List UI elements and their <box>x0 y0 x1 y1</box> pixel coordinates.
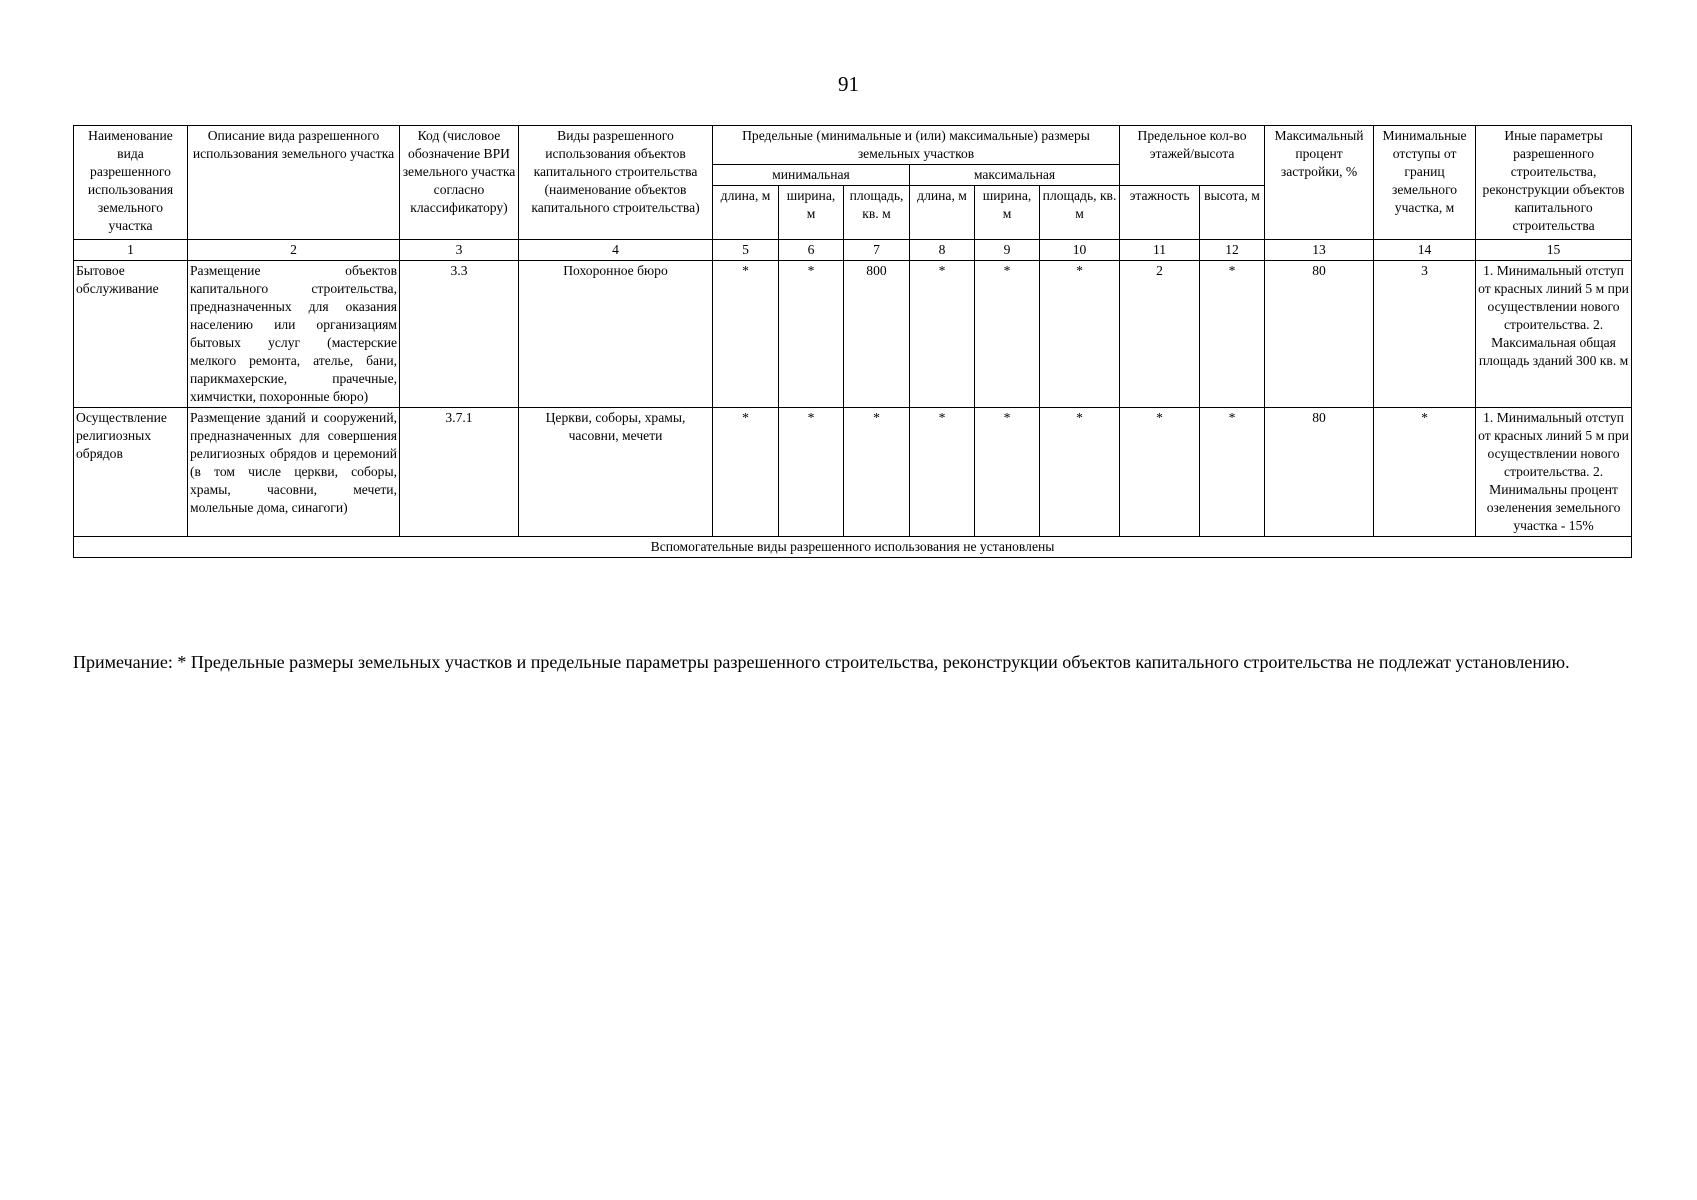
header-floors-height: Предельное кол-во этажей/высота <box>1120 126 1265 186</box>
cell-floors: 2 <box>1120 261 1200 408</box>
column-number: 14 <box>1374 240 1476 261</box>
header-objects: Виды разрешенного использования объектов капитального строительства (наименование объектов капитального строительства) <box>519 126 713 240</box>
auxiliary-uses-note: Вспомогательные виды разрешенного использования не установлены <box>74 537 1632 558</box>
column-number: 3 <box>400 240 519 261</box>
cell-max-area: * <box>1040 408 1120 537</box>
column-number: 4 <box>519 240 713 261</box>
footnote: Примечание: * Предельные размеры земельных участков и предельные параметры разрешенного строительства, реконструкции объектов капитального строительства не подлежат установлению. <box>73 652 1570 672</box>
column-number: 10 <box>1040 240 1120 261</box>
column-number: 6 <box>779 240 844 261</box>
footer-row <box>74 537 1632 558</box>
header-floors: этажность <box>1120 186 1200 240</box>
cell-objects: Церкви, соборы, храмы, часовни, мечети <box>519 408 713 537</box>
cell-max-width: * <box>975 408 1040 537</box>
header-max-area: площадь, кв. м <box>1040 186 1120 240</box>
header-min-setbacks: Минимальные отступы от границ земельного участка, м <box>1374 126 1476 240</box>
cell-max-percent: 80 <box>1265 408 1374 537</box>
cell-max-length: * <box>910 408 975 537</box>
cell-other-params: 1. Минимальный отступ от красных линий 5 м при осуществлении нового строительства. 2. Максимальная общая площадь зданий 300 кв. м <box>1476 261 1632 408</box>
header-min-width: ширина, м <box>779 186 844 240</box>
column-number: 9 <box>975 240 1040 261</box>
column-number: 2 <box>188 240 400 261</box>
header-min-area: площадь, кв. м <box>844 186 910 240</box>
header-min-length: длина, м <box>713 186 779 240</box>
header-other-params: Иные параметры разрешенного строительства, реконструкции объектов капитального строительства <box>1476 126 1632 240</box>
table-row <box>74 408 1632 537</box>
cell-floors: * <box>1120 408 1200 537</box>
column-number: 7 <box>844 240 910 261</box>
header-maximum: максимальная <box>910 165 1120 186</box>
cell-min-width: * <box>779 261 844 408</box>
cell-min-area: 800 <box>844 261 910 408</box>
cell-code: 3.3 <box>400 261 519 408</box>
cell-min-length: * <box>713 261 779 408</box>
cell-description: Размещение объектов капитального строительства, предназначенных для оказания населению или организациям бытовых услуг (мастерские мелкого ремонта, ателье, бани, парикмахерские, прачечные, химчистки, похоронные бюро) <box>188 261 400 408</box>
cell-name: Бытовое обслуживание <box>74 261 188 408</box>
cell-height: * <box>1200 408 1265 537</box>
column-number: 12 <box>1200 240 1265 261</box>
zoning-parameters-table <box>73 125 1632 558</box>
cell-min-width: * <box>779 408 844 537</box>
column-number: 11 <box>1120 240 1200 261</box>
cell-min-setbacks: * <box>1374 408 1476 537</box>
column-number: 8 <box>910 240 975 261</box>
header-height: высота, м <box>1200 186 1265 240</box>
cell-max-percent: 80 <box>1265 261 1374 408</box>
cell-min-length: * <box>713 408 779 537</box>
column-number-row <box>74 240 1632 261</box>
cell-code: 3.7.1 <box>400 408 519 537</box>
cell-description: Размещение зданий и сооружений, предназначенных для совершения религиозных обрядов и церемоний (в том числе церкви, соборы, храмы, часовни, мечети, молельные дома, синагоги) <box>188 408 400 537</box>
cell-min-setbacks: 3 <box>1374 261 1476 408</box>
header-code: Код (числовое обозначение ВРИ земельного участка согласно классификатору) <box>400 126 519 240</box>
page-number: 91 <box>838 72 859 96</box>
cell-other-params: 1. Минимальный отступ от красных линий 5 м при осуществлении нового строительства. 2. Минимальны процент озеленения земельного участка - 15% <box>1476 408 1632 537</box>
header-name: Наименование вида разрешенного использования земельного участка <box>74 126 188 240</box>
column-number: 15 <box>1476 240 1632 261</box>
header-row <box>74 126 1632 165</box>
header-plot-sizes: Предельные (минимальные и (или) максимальные) размеры земельных участков <box>713 126 1120 165</box>
cell-objects: Похоронное бюро <box>519 261 713 408</box>
header-description: Описание вида разрешенного использования земельного участка <box>188 126 400 240</box>
header-max-width: ширина, м <box>975 186 1040 240</box>
column-number: 1 <box>74 240 188 261</box>
cell-name: Осуществление религиозных обрядов <box>74 408 188 537</box>
cell-max-area: * <box>1040 261 1120 408</box>
cell-min-area: * <box>844 408 910 537</box>
header-max-percent: Максимальный процент застройки, % <box>1265 126 1374 240</box>
cell-max-width: * <box>975 261 1040 408</box>
header-minimum: минимальная <box>713 165 910 186</box>
cell-max-length: * <box>910 261 975 408</box>
cell-height: * <box>1200 261 1265 408</box>
table-row <box>74 261 1632 408</box>
column-number: 5 <box>713 240 779 261</box>
column-number: 13 <box>1265 240 1374 261</box>
header-max-length: длина, м <box>910 186 975 240</box>
